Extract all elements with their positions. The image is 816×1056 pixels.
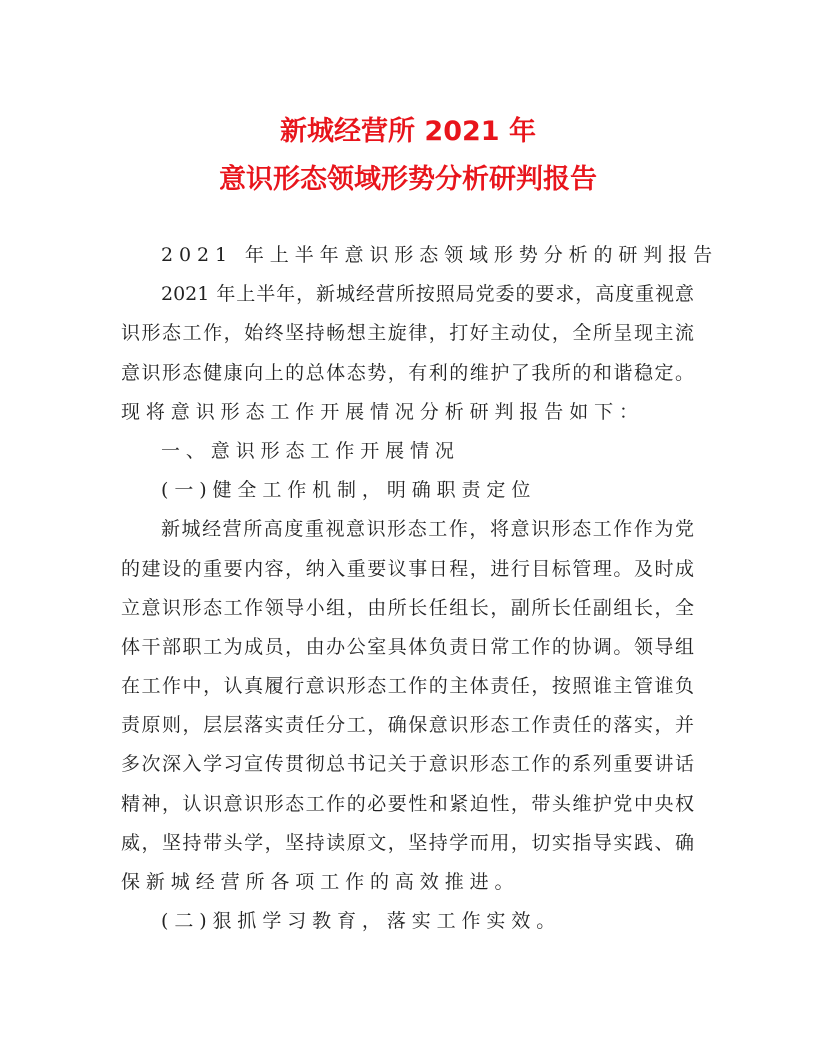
text-line: 识形态工作，始终坚持畅想主旋律，打好主动仗，全所呈现主流 — [121, 322, 694, 345]
text-line: 保新城经营所各项工作的高效推进。 — [121, 871, 520, 893]
text-line: 立意识形态工作领导小组，由所长任组长，副所长任副组长，全 — [121, 596, 694, 619]
paragraph — [121, 275, 694, 432]
paragraph — [121, 236, 718, 275]
paragraph — [121, 432, 694, 471]
text-line: 现将意识形态工作开展情况分析研判报告如下： — [121, 400, 644, 423]
paragraph — [121, 902, 694, 941]
text-line: 精神，认识意识形态工作的必要性和紧迫性，带头维护党中央权 — [121, 792, 694, 815]
text-line: 2021 年上半年意识形态领域形势分析的研判报告 — [161, 244, 718, 266]
text-line: 威，坚持带头学，坚持读原文，坚持学而用，切实指导实践、确 — [121, 831, 694, 854]
document-body — [121, 236, 718, 941]
text-line: 的建设的重要内容，纳入重要议事日程，进行目标管理。及时成 — [121, 557, 694, 580]
paragraph — [121, 510, 694, 902]
text-line: (二)狠抓学习教育，落实工作实效。 — [161, 910, 562, 933]
text-line: 新城经营所高度重视意识形态工作，将意识形态工作作为党 — [161, 518, 694, 541]
text-line: 2021 年上半年，新城经营所按照局党委的要求，高度重视意 — [161, 283, 694, 306]
paragraph — [121, 471, 694, 510]
text-line: 体干部职工为成员，由办公室具体负责日常工作的协调。领导组 — [121, 635, 694, 658]
document-title-line-2: 意识形态领域形势分析研判报告 — [219, 164, 597, 195]
document-title-line-1: 新城经营所 2021 年 — [280, 116, 536, 147]
text-line: (一)健全工作机制，明确职责定位 — [161, 479, 537, 502]
text-line: 在工作中，认真履行意识形态工作的主体责任，按照谁主管谁负 — [121, 675, 694, 698]
text-line: 一、意识形态工作开展情况 — [161, 439, 460, 462]
text-line: 意识形态健康向上的总体态势，有利的维护了我所的和谐稳定。 — [121, 361, 694, 384]
text-line: 责原则，层层落实责任分工，确保意识形态工作责任的落实，并 — [121, 714, 694, 737]
text-line: 多次深入学习宣传贯彻总书记关于意识形态工作的系列重要讲话 — [121, 753, 694, 776]
